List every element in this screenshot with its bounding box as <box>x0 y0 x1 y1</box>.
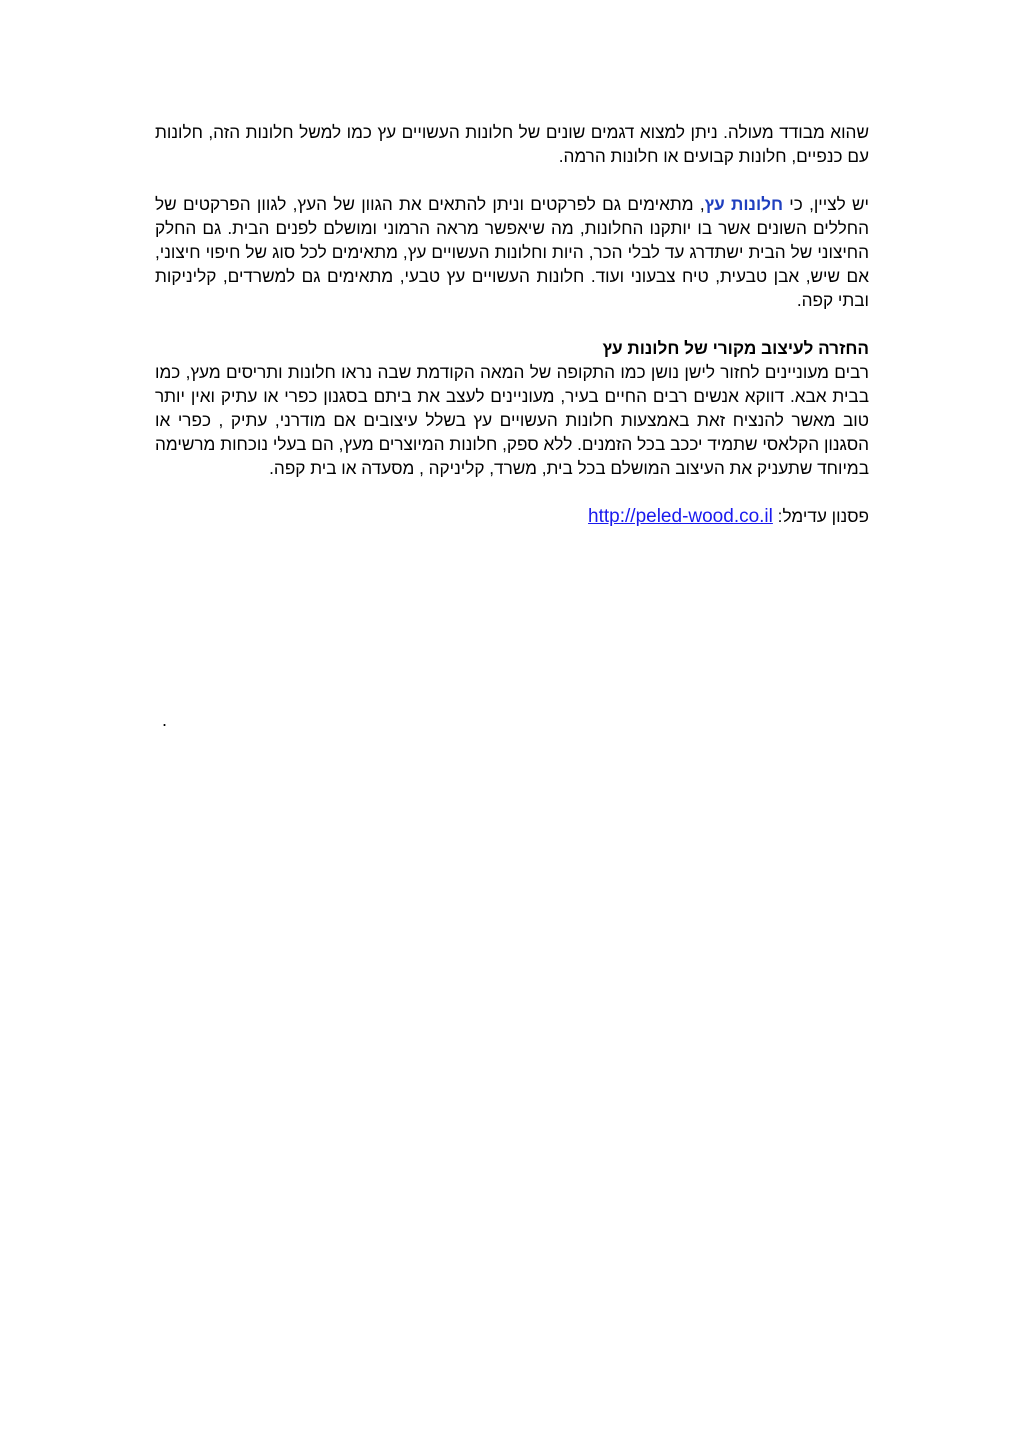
stray-dot: . <box>162 710 168 730</box>
source-label: פסנון עדימל <box>782 506 869 526</box>
intro-paragraph <box>155 120 869 168</box>
section-paragraph <box>155 360 869 480</box>
source-line <box>155 504 869 529</box>
wood-windows-paragraph <box>155 192 869 312</box>
source-url-link[interactable]: http://peled-wood.co.il <box>588 506 773 527</box>
source-separator: : <box>772 506 783 526</box>
section-heading: החזרה לעיצוב מקורי של חלונות עץ <box>602 338 869 358</box>
paragraph-lead-text: יש לציין, כי <box>783 194 870 214</box>
intro-paragraph-text: שהוא מבודד מעולה. ניתן למצוא דגמים שונים של חלונות העשויים עץ כמו למשל חלונות הזה, חלונות עם כנפיים, חלונות קבועים או חלונות הרמה. <box>155 122 869 166</box>
document-page <box>155 120 869 546</box>
paragraph-body-text: , מתאימים גם לפרקטים וניתן להתאים את הגוון של העץ, לגוון הפרקטים של החללים השונים אשר בו יותקנו החלונות, מה שיאפשר מראה הרמוני ומושלם לפנים הבית. גם החלק החיצוני של הבית ישתדרג עד לבלי הכר, היות וחלונות העשויים עץ, מתאימים לכל סוג של חיפוי חיצוני, אם שיש, אבן טבעית, טיח צבעוני ועוד. חלונות העשויים עץ טבעי, מתאימים גם למשרדים, קליניקות ובתי קפה. <box>155 194 869 310</box>
wood-windows-link[interactable]: חלונות עץ <box>704 194 783 214</box>
section-paragraph-text: רבים מעוניינים לחזור לישן נושן כמו התקופה של המאה הקודמת שבה נראו חלונות ותריסים מעץ, כמו בבית אבא. דווקא אנשים רבים החיים בעיר, מעוניינים לעצב את ביתם בסגנון כפרי או עתיק ואין יותר טוב מאשר להנציח זאת באמצעות חלונות העשויים עץ בשלל עיצובים אם מודרני, עתיק , כפרי או הסגנון הקלאסי שתמיד יככב בכל הזמנים. ללא ספק, חלונות המיוצרים מעץ, הם בעלי נוכחות מרשימה במיוחד שתעניק את העיצוב המושלם בכל בית, משרד, קליניקה , מסעדה או בית קפה. <box>155 362 869 478</box>
